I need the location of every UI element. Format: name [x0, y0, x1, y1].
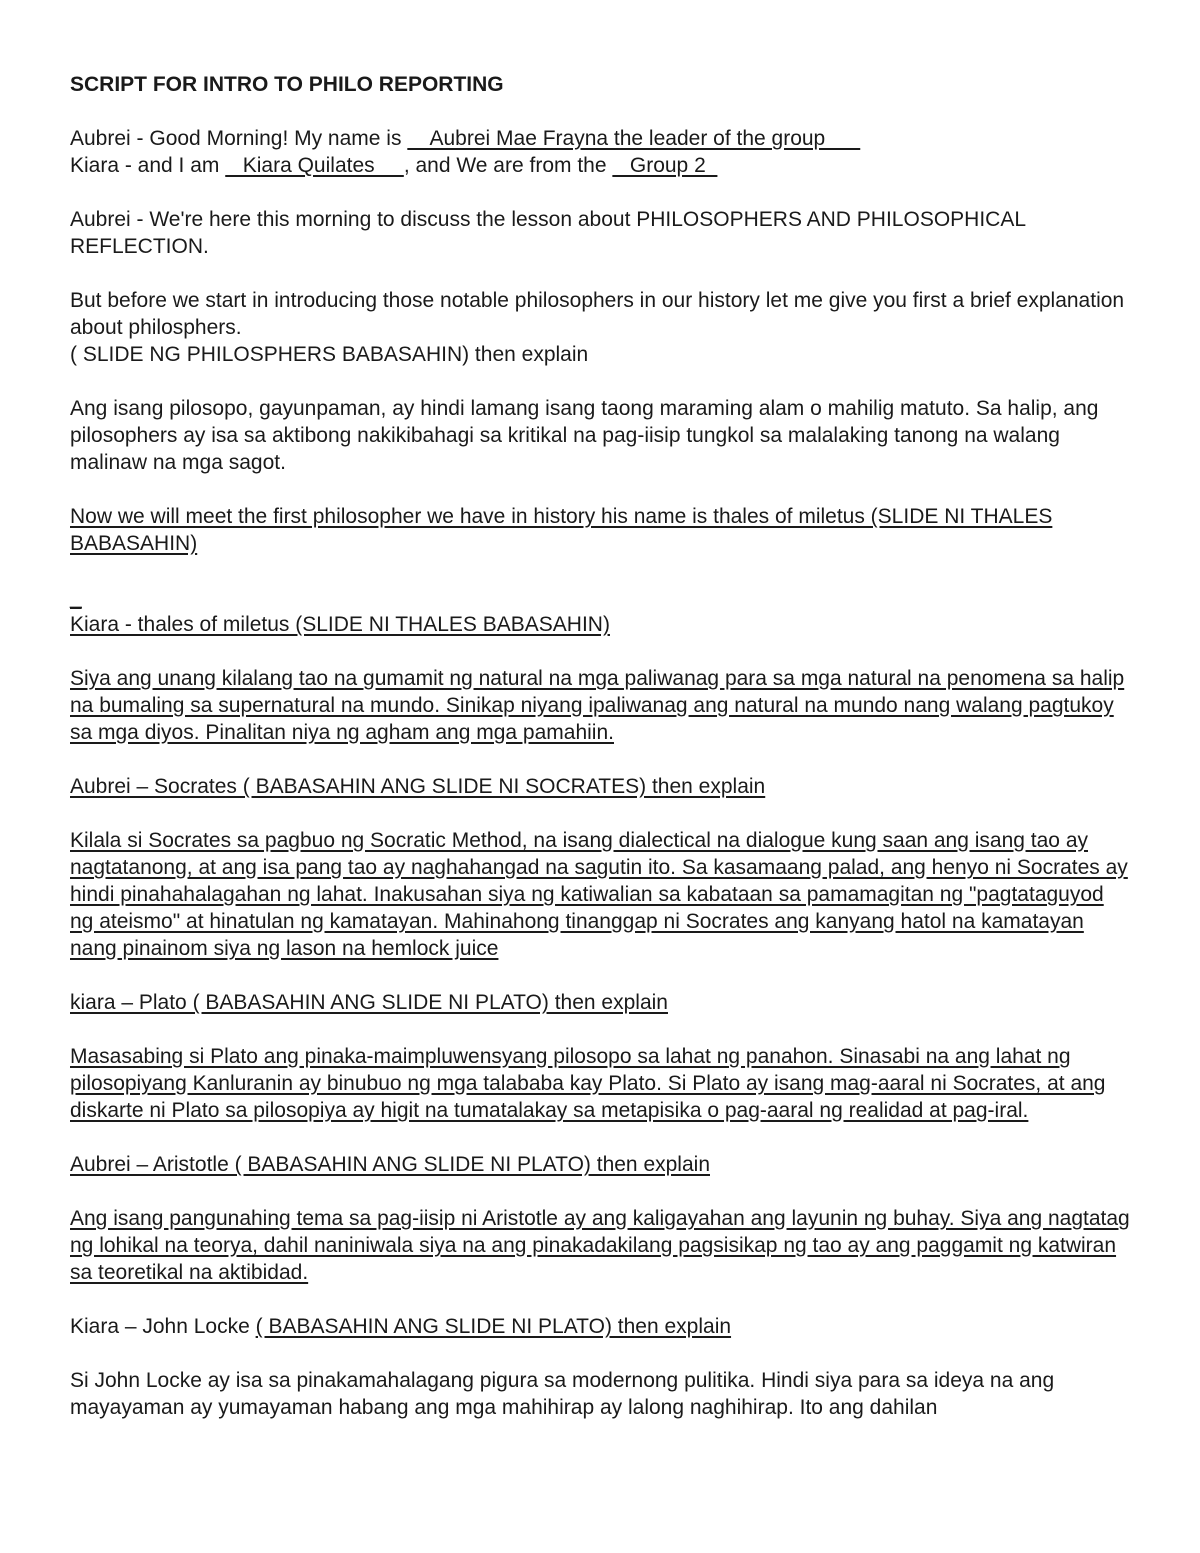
aristotle-paragraph: Ang isang pangunahing tema sa pag-iisip ni Aristotle ay ang kaligayahan ang layunin ng buhay. Siya ang nagtatag ng lohikal na teorya, dahil naniniwala siya na ang pinakadakilang pagsisikap ng tao ay ang paggamit ng katwiran sa teoretikal na aktibidad.: [70, 1207, 1130, 1284]
page-title: SCRIPT FOR INTRO TO PHILO REPORTING: [70, 73, 504, 96]
aubrei-name-blank: Aubrei Mae Frayna the leader of the group: [407, 127, 861, 150]
kiara-name-blank: Kiara Quilates: [225, 154, 404, 177]
explanation-paragraph: [70, 287, 1130, 368]
plato-paragraph: Masasabing si Plato ang pinaka-maimpluwensyang pilosopo sa lahat ng panahon. Sinasabi na ang lahat ng pilosopiyang Kanluranin ay binubuo ng mga talababa kay Plato. Si Plato ay isang mag-aaral ni Socrates, at ang diskarte ni Plato sa pilosopiya ay higit na tumatalakay sa metapisika o pag-aaral ng realidad at pag-iral.: [70, 1045, 1106, 1122]
intro-block: [70, 125, 1130, 179]
socrates-heading: Aubrei – Socrates ( BABASAHIN ANG SLIDE NI SOCRATES) then explain: [70, 775, 766, 798]
lesson-paragraph: Aubrei - We're here this morning to discuss the lesson about PHILOSOPHERS AND PHILOSOPHICAL REFLECTION.: [70, 208, 1026, 258]
dash-line: _: [70, 586, 82, 609]
thales-intro-paragraph: Now we will meet the first philosopher we have in history his name is thales of miletus (SLIDE NI THALES BABASAHIN): [70, 505, 1053, 555]
kiara-thales-block: [70, 584, 1130, 638]
slide-cue: ( SLIDE NG PHILOSPHERS BABASAHIN) then explain: [70, 343, 589, 366]
aristotle-heading: Aubrei – Aristotle ( BABASAHIN ANG SLIDE NI PLATO) then explain: [70, 1153, 710, 1176]
explanation-text: But before we start in introducing those notable philosophers in our history let me give you first a brief explanation about philosphers.: [70, 289, 1125, 339]
aubrei-intro-prefix: Aubrei - Good Morning! My name is: [70, 127, 408, 150]
plato-heading: kiara – Plato ( BABASAHIN ANG SLIDE NI PLATO) then explain: [70, 991, 668, 1014]
thales-paragraph: Siya ang unang kilalang tao na gumamit ng natural na mga paliwanag para sa mga natural na penomena sa halip na bumaling sa supernatural na mundo. Sinikap niyang ipaliwanag ang natural na mundo nang walang pagtukoy sa mga diyos. Pinalitan niya ng agham ang mga pamahiin.: [70, 667, 1125, 744]
locke-heading: [70, 1313, 1130, 1340]
locke-slide-cue: ( BABASAHIN ANG SLIDE NI PLATO) then explain: [255, 1315, 732, 1338]
kiara-intro-mid: , and We are from the: [403, 154, 613, 177]
kiara-intro-line: [70, 152, 1130, 179]
kiara-thales-line: Kiara - thales of miletus (SLIDE NI THALES BABASAHIN): [70, 613, 610, 636]
group-blank: Group 2: [612, 154, 718, 177]
aubrei-intro-line: [70, 125, 1130, 152]
philosopher-definition-paragraph: Ang isang pilosopo, gayunpaman, ay hindi lamang isang taong maraming alam o mahilig matuto. Sa halip, ang pilosophers ay isa sa aktibong nakikibahagi sa kritikal na pag-iisip tungkol sa malalaking tanong na walang malinaw na mga sagot.: [70, 397, 1099, 474]
socrates-paragraph: Kilala si Socrates sa pagbuo ng Socratic Method, na isang dialectical na dialogue kung saan ang isang tao ay nagtatanong, at ang isa pang tao ay naghahangad na sagutin ito. Sa kasamaang palad, ang henyo ni Socrates ay hindi pinahahalagahan ng lahat. Inakusahan siya ng katiwalian sa kabataan sa pamamagitan ng "pagtataguyod ng ateismo" at hinatulan ng kamatayan. Mahinahong tinanggap ni Socrates ang kanyang hatol na kamatayan nang pinainom siya ng lason na hemlock juice: [70, 829, 1128, 960]
kiara-intro-prefix: Kiara - and I am: [70, 154, 226, 177]
locke-paragraph: Si John Locke ay isa sa pinakamahalagang pigura sa modernong pulitika. Hindi siya para sa ideya na ang mayayaman ay yumayaman habang ang mga mahihirap ay lalong naghihirap. Ito ang dahilan: [70, 1369, 1055, 1419]
locke-heading-prefix: Kiara – John Locke: [70, 1315, 256, 1338]
